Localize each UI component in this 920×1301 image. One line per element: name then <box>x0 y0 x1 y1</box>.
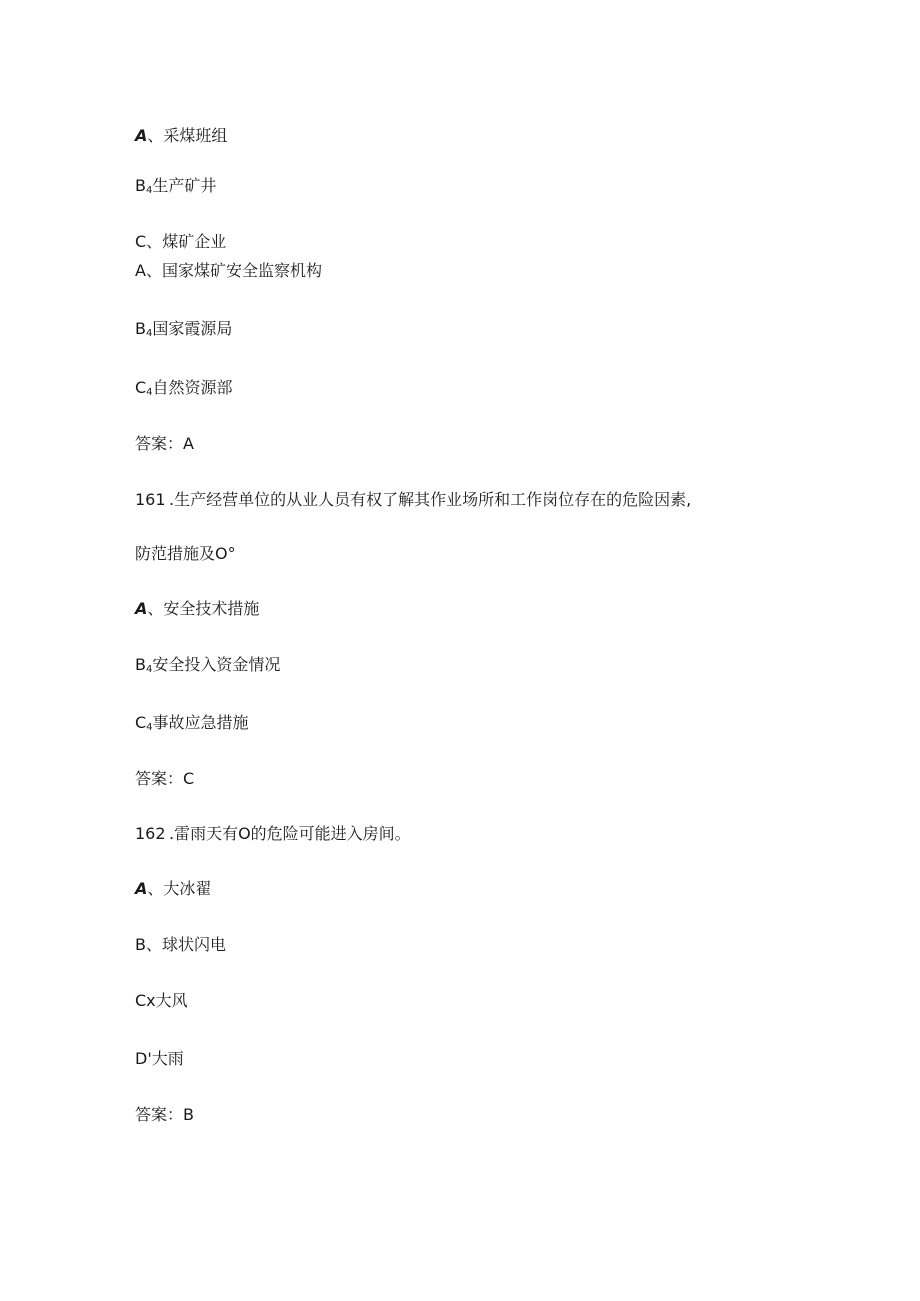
option-letter: D' <box>135 1049 152 1068</box>
option-separator: 、 <box>147 879 164 898</box>
option-a-line <box>135 879 211 899</box>
option-text: 国家煤矿安全监察机构 <box>161 261 322 280</box>
question-number: 161 <box>135 490 166 509</box>
option-separator: 、 <box>145 261 162 280</box>
option-b-line <box>135 935 226 955</box>
option-separator: 、 <box>145 935 162 954</box>
option-letter: B <box>135 655 146 674</box>
answer-line: 答案：B <box>135 1105 194 1124</box>
question-number: 162 <box>135 824 166 843</box>
option-text: 生产矿井 <box>152 176 217 195</box>
option-text: 采煤班组 <box>163 126 228 145</box>
option-letter: A <box>135 261 146 280</box>
option-text: 安全投入资金情况 <box>152 655 281 674</box>
option-text: 大风 <box>155 991 188 1010</box>
option-text: 球状闪电 <box>162 935 227 954</box>
option-separator: 、 <box>147 599 164 618</box>
option-letter: A <box>135 599 148 618</box>
option-separator: 4 <box>146 722 153 733</box>
option-c-line <box>135 378 233 403</box>
option-letter: C <box>135 232 147 251</box>
answer-line: 答案：C <box>135 769 195 788</box>
option-text: 自然资源部 <box>152 378 233 397</box>
option-text: 事故应急措施 <box>152 713 249 732</box>
option-separator: 4 <box>145 185 153 196</box>
option-c-line <box>135 991 188 1011</box>
option-separator: 、 <box>147 126 164 145</box>
option-separator: 、 <box>146 232 163 251</box>
option-text: 安全技术措施 <box>163 599 260 618</box>
question-continuation: 防范措施及O° <box>135 544 236 563</box>
question-161 <box>135 490 691 510</box>
option-separator: 4 <box>146 387 153 398</box>
question-text: .雷雨天有O的危险可能进入房间。 <box>169 824 411 843</box>
option-a-line <box>135 261 322 281</box>
option-letter: B <box>135 935 146 954</box>
option-text: 大雨 <box>151 1049 184 1068</box>
option-letter: C <box>135 378 147 397</box>
option-letter: A <box>135 126 148 145</box>
answer-line: 答案：A <box>135 434 194 453</box>
option-letter: B <box>135 176 146 195</box>
option-d-line <box>135 1049 184 1069</box>
option-separator: 4 <box>145 664 153 675</box>
option-separator: 4 <box>145 328 153 339</box>
question-text: .生产经营单位的从业人员有权了解其作业场所和工作岗位存在的危险因素, <box>169 490 692 509</box>
option-b-line <box>135 655 280 680</box>
option-c-line <box>135 232 226 252</box>
option-text: 煤矿企业 <box>162 232 227 251</box>
option-a-line <box>135 126 227 146</box>
option-letter: B <box>135 319 146 338</box>
option-a-line <box>135 599 259 619</box>
option-text: 大冰翟 <box>163 879 212 898</box>
option-letter: A <box>135 879 148 898</box>
option-text: 国家霞源局 <box>152 319 233 338</box>
option-b-line <box>135 319 232 344</box>
option-letter: Cx <box>135 991 156 1010</box>
option-b-line <box>135 176 216 201</box>
option-c-line <box>135 713 249 738</box>
question-162 <box>135 824 411 844</box>
option-letter: C <box>135 713 147 732</box>
